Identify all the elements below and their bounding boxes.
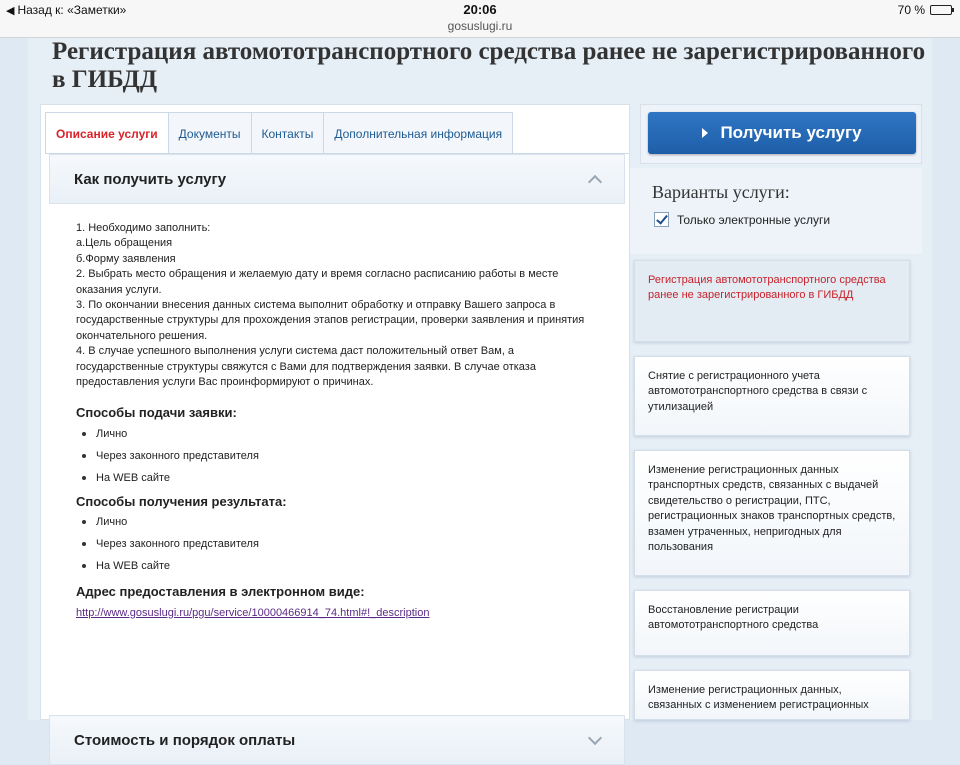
get-service-button[interactable]: [648, 112, 916, 154]
status-bar: [0, 0, 960, 38]
tab-documents[interactable]: Документы: [168, 112, 252, 154]
get-service-box: [640, 104, 922, 164]
back-arrow-icon: ◀: [6, 4, 15, 17]
variant-restore-registration[interactable]: Восстановление регистрации автомототранспортного средства: [634, 590, 910, 656]
cost-accordion-header[interactable]: [49, 715, 625, 765]
page-title: Регистрация автомототранспортного средства ранее не зарегистрированного в ГИБДД: [52, 38, 926, 93]
tab-additional-info[interactable]: Дополнительная информация: [323, 112, 513, 154]
clock: 20:06: [463, 2, 497, 17]
service-link[interactable]: http://www.gosuslugi.ru/pgu/service/10000466914_74.html#!_description: [76, 606, 430, 619]
service-info-panel: [40, 104, 630, 749]
step-text: 2. Выбрать место обращения и желаемую дату и время согласно расписанию работы в месте оказания услуги.: [76, 268, 559, 296]
result-methods-list: [76, 511, 596, 577]
play-icon: [702, 128, 708, 138]
tab-description[interactable]: Описание услуги: [45, 112, 169, 154]
get-service-label: Получить услугу: [720, 123, 862, 142]
result-methods-heading: Способы получения результата:: [76, 493, 287, 509]
variants-box: [630, 168, 922, 254]
how-to-content: [76, 221, 596, 621]
list-item: Лично: [76, 423, 596, 445]
electronic-only-toggle[interactable]: [654, 212, 830, 227]
back-label: Назад к: «Заметки»: [17, 3, 127, 17]
cost-title: Стоимость и порядок оплаты: [74, 731, 296, 749]
how-to-accordion-header[interactable]: [49, 154, 625, 204]
step-text: 4. В случае успешного выполнения услуги система даст положительный ответ Вам, а государственные структуры свяжутся с Вами для подтверждения заявки. В случае отказа предоставления услуги Вас проинформируют о причинах.: [76, 345, 536, 389]
chevron-down-icon: [588, 730, 602, 744]
address-heading: Адрес предоставления в электронном виде:: [76, 584, 365, 600]
step-text: 1. Необходимо заполнить:: [76, 222, 211, 234]
variant-deregistration-utilization[interactable]: Снятие с регистрационного учета автомототранспортного средства в связи с утилизацией: [634, 356, 910, 436]
tab-bar: [45, 112, 512, 154]
battery-icon: [930, 5, 952, 15]
variant-registration-new[interactable]: Регистрация автомототранспортного средства ранее не зарегистрированного в ГИБДД: [634, 260, 910, 342]
battery-percent: 70 %: [897, 3, 925, 17]
tab-contacts[interactable]: Контакты: [251, 112, 325, 154]
step-text: а.Цель обращения: [76, 237, 173, 250]
list-item: Лично: [76, 511, 596, 533]
variant-change-data-documents[interactable]: Изменение регистрационных данных транспортных средств, связанных с выдачей свидетельство о регистрации, ПТС, регистрационных знаков транспортных средств, взамен утраченных, непригодных для пользования: [634, 450, 910, 576]
submit-methods-list: [76, 423, 596, 489]
battery-indicator: [898, 3, 952, 17]
submit-methods-heading: Способы подачи заявки:: [76, 405, 237, 421]
step-text: 3. По окончании внесения данных система выполнит обработку и отправку Вашего запроса в государственные структуры для прохождения этапов регистрации, проверки заявления и принятия окончательного решения.: [76, 299, 585, 342]
chevron-up-icon: [588, 174, 602, 188]
list-item: Через законного представителя: [76, 533, 596, 555]
variants-title: Варианты услуги:: [652, 182, 790, 202]
step-text: б.Форму заявления: [76, 252, 176, 265]
electronic-only-label: Только электронные услуги: [677, 212, 831, 227]
steps-list: [76, 221, 596, 390]
checkbox-checked-icon[interactable]: [654, 212, 669, 227]
list-item: На WEB сайте: [76, 467, 596, 489]
list-item: На WEB сайте: [76, 555, 596, 577]
list-item: Через законного представителя: [76, 445, 596, 467]
address-bar[interactable]: gosuslugi.ru: [447, 19, 513, 33]
page: [28, 38, 932, 749]
variant-change-registration-data[interactable]: Изменение регистрационных данных, связанных с изменением регистрационных: [634, 670, 910, 720]
how-to-title: Как получить услугу: [74, 170, 227, 188]
